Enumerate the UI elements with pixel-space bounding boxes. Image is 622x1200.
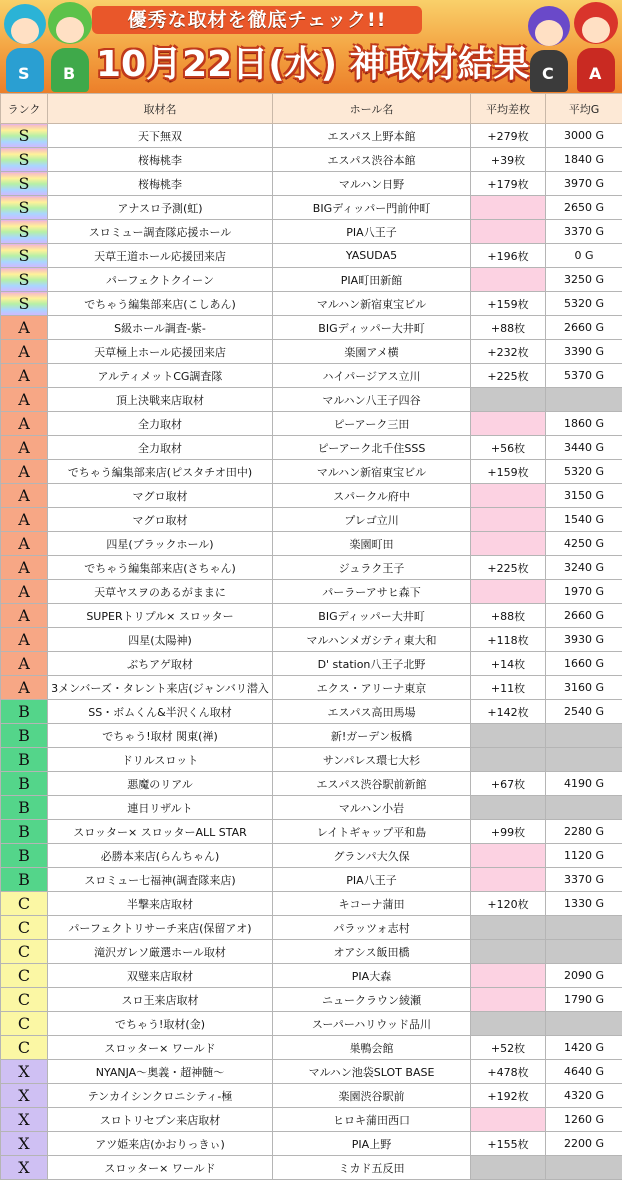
event-name-cell: マグロ取材 [48,508,273,532]
avg-diff-cell: +142枚 [471,700,546,724]
hall-name-cell: 楽園町田 [273,532,471,556]
avg-diff-cell: +179枚 [471,172,546,196]
hall-name-cell: PIA上野 [273,1132,471,1156]
rank-cell: A [1,484,48,508]
avg-games-cell: 3240 G [546,556,622,580]
table-row [1,124,622,148]
avg-diff-cell [471,508,546,532]
event-name-cell: パーフェクトリサーチ来店(保留アオ) [48,916,273,940]
avg-diff-cell: +120枚 [471,892,546,916]
avg-diff-cell: +159枚 [471,292,546,316]
event-name-cell: 天草極上ホール応援団来店 [48,340,273,364]
avg-diff-cell: +279枚 [471,124,546,148]
avg-games-cell: 1660 G [546,652,622,676]
event-name-cell: でちゃう編集部来店(こしあん) [48,292,273,316]
table-row [1,676,622,700]
rank-cell: A [1,388,48,412]
table-row [1,700,622,724]
hall-name-cell: 巣鴨会館 [273,1036,471,1060]
hall-name-cell: スーパーハリウッド品川 [273,1012,471,1036]
rank-cell: B [1,700,48,724]
table-row [1,172,622,196]
table-row [1,1036,622,1060]
hall-name-cell: スパークル府中 [273,484,471,508]
rank-cell: S [1,124,48,148]
avg-diff-cell [471,916,546,940]
page-title: 10月22日(水) 神取材結果 [96,44,530,85]
hall-name-cell: レイトギャップ平和島 [273,820,471,844]
hall-name-cell: パラッツォ志村 [273,916,471,940]
avg-games-cell: 5320 G [546,292,622,316]
event-name-cell: 頂上決戦来店取材 [48,388,273,412]
avg-games-cell: 3370 G [546,868,622,892]
rank-cell: A [1,316,48,340]
rank-cell: B [1,748,48,772]
avg-diff-cell [471,388,546,412]
rank-cell: S [1,292,48,316]
avg-diff-cell [471,796,546,820]
hall-name-cell: BIGディッパー門前仲町 [273,196,471,220]
rank-cell: B [1,724,48,748]
event-name-cell: アナスロ予測(虹) [48,196,273,220]
rank-cell: A [1,628,48,652]
character-letter: C [542,64,554,83]
rank-cell: C [1,964,48,988]
header-banner [0,0,622,93]
column-header-hall: ホール名 [273,94,471,124]
hall-name-cell: BIGディッパー大井町 [273,316,471,340]
rank-cell: B [1,796,48,820]
avg-games-cell [546,940,622,964]
table-row [1,556,622,580]
character-letter: S [18,64,30,83]
avg-diff-cell [471,964,546,988]
table-row [1,364,622,388]
event-name-cell: スロッター× スロッターALL STAR [48,820,273,844]
event-name-cell: 天下無双 [48,124,273,148]
avg-games-cell: 1120 G [546,844,622,868]
avg-games-cell: 3250 G [546,268,622,292]
avg-diff-cell [471,412,546,436]
event-name-cell: 全力取材 [48,436,273,460]
rank-cell: A [1,676,48,700]
hall-name-cell: 楽園アメ横 [273,340,471,364]
rank-cell: B [1,772,48,796]
avg-diff-cell: +225枚 [471,364,546,388]
avg-diff-cell: +99枚 [471,820,546,844]
avg-games-cell: 3160 G [546,676,622,700]
event-name-cell: 天草王道ホール応援団来店 [48,244,273,268]
hall-name-cell: マルハン新宿東宝ビル [273,460,471,484]
avg-diff-cell [471,868,546,892]
hall-name-cell: ミカド五反田 [273,1156,471,1180]
table-row [1,748,622,772]
avg-games-cell: 1420 G [546,1036,622,1060]
table-row [1,196,622,220]
table-row [1,148,622,172]
event-name-cell: 四星(ブラックホール) [48,532,273,556]
rank-cell: S [1,220,48,244]
table-row [1,412,622,436]
rank-cell: B [1,844,48,868]
avg-games-cell: 1540 G [546,508,622,532]
hall-name-cell: 新!ガーデン板橋 [273,724,471,748]
rank-cell: X [1,1084,48,1108]
avg-diff-cell: +478枚 [471,1060,546,1084]
table-row [1,892,622,916]
avg-diff-cell [471,748,546,772]
table-row [1,988,622,1012]
column-header-avg-diff: 平均差枚 [471,94,546,124]
avg-diff-cell [471,1012,546,1036]
table-header-row [1,94,622,124]
avg-games-cell: 2650 G [546,196,622,220]
hall-name-cell: ヒロキ蒲田西口 [273,1108,471,1132]
avg-games-cell: 1970 G [546,580,622,604]
avg-games-cell: 5320 G [546,460,622,484]
character-letter: B [63,64,76,83]
rank-cell: A [1,652,48,676]
event-name-cell: SS・ボムくん&半沢くん取材 [48,700,273,724]
table-row [1,244,622,268]
table-row [1,508,622,532]
hall-name-cell: D' station八王子北野 [273,652,471,676]
event-name-cell: パーフェクトクイーン [48,268,273,292]
avg-games-cell [546,388,622,412]
rank-cell: A [1,556,48,580]
avg-games-cell: 2660 G [546,604,622,628]
event-name-cell: テンカイシンクロニシティ-極 [48,1084,273,1108]
avg-games-cell: 1330 G [546,892,622,916]
hall-name-cell: ピーアーク三田 [273,412,471,436]
avg-games-cell: 3970 G [546,172,622,196]
event-name-cell: ドリルスロット [48,748,273,772]
header-subtitle: 優秀な取材を徹底チェック!! [92,6,422,34]
event-name-cell: スロトリセブン来店取材 [48,1108,273,1132]
event-name-cell: スロミュー調査隊応援ホール [48,220,273,244]
table-row [1,820,622,844]
event-name-cell: NYANJA～奥義・超神髄～ [48,1060,273,1084]
rank-cell: C [1,988,48,1012]
hall-name-cell: 楽園渋谷駅前 [273,1084,471,1108]
hall-name-cell: ジュラク王子 [273,556,471,580]
table-row [1,316,622,340]
avg-diff-cell: +88枚 [471,604,546,628]
avg-games-cell: 4190 G [546,772,622,796]
hall-name-cell: マルハン八王子四谷 [273,388,471,412]
event-name-cell: SUPERトリプル× スロッター [48,604,273,628]
event-name-cell: スロミュー七福神(調査隊来店) [48,868,273,892]
rank-cell: A [1,460,48,484]
table-row [1,724,622,748]
hall-name-cell: ハイパージアス立川 [273,364,471,388]
event-name-cell: スロッター× ワールド [48,1156,273,1180]
avg-games-cell [546,916,622,940]
avg-games-cell: 2200 G [546,1132,622,1156]
event-name-cell: でちゃう!取材(金) [48,1012,273,1036]
rank-cell: S [1,172,48,196]
table-row [1,1132,622,1156]
event-name-cell: 四星(太陽神) [48,628,273,652]
table-row [1,340,622,364]
table-row [1,268,622,292]
avg-diff-cell [471,268,546,292]
event-name-cell: でちゃう編集部来店(ピスタチオ田中) [48,460,273,484]
rank-cell: S [1,148,48,172]
avg-games-cell: 4250 G [546,532,622,556]
table-row [1,436,622,460]
event-name-cell: アツ姫来店(かおりっきぃ) [48,1132,273,1156]
hall-name-cell: パーラーアサヒ森下 [273,580,471,604]
avg-diff-cell [471,532,546,556]
rank-cell: C [1,1012,48,1036]
avg-games-cell: 1860 G [546,412,622,436]
column-header-avg-games: 平均G [546,94,622,124]
avg-games-cell: 4640 G [546,1060,622,1084]
avg-diff-cell: +196枚 [471,244,546,268]
rank-cell: X [1,1060,48,1084]
avg-games-cell [546,724,622,748]
table-row [1,220,622,244]
table-row [1,772,622,796]
rank-cell: C [1,1036,48,1060]
table-row [1,388,622,412]
event-name-cell: 天草ヤスヲのあるがままに [48,580,273,604]
rank-cell: X [1,1132,48,1156]
avg-games-cell: 2540 G [546,700,622,724]
event-name-cell: 連日リザルト [48,796,273,820]
avg-games-cell: 1260 G [546,1108,622,1132]
avg-games-cell: 2280 G [546,820,622,844]
table-row [1,796,622,820]
rank-cell: A [1,508,48,532]
hall-name-cell: プレゴ立川 [273,508,471,532]
table-row [1,532,622,556]
avg-diff-cell [471,220,546,244]
rank-cell: B [1,820,48,844]
hall-name-cell: マルハンメガシティ東大和 [273,628,471,652]
avg-games-cell: 1790 G [546,988,622,1012]
character-c-avatar [526,6,572,92]
event-name-cell: マグロ取材 [48,484,273,508]
rank-cell: S [1,196,48,220]
avg-diff-cell: +118枚 [471,628,546,652]
character-a-avatar [572,2,620,92]
avg-games-cell: 3390 G [546,340,622,364]
avg-games-cell: 0 G [546,244,622,268]
rank-cell: A [1,364,48,388]
avg-games-cell [546,1156,622,1180]
table-row [1,580,622,604]
avg-diff-cell [471,844,546,868]
hall-name-cell: YASUDA5 [273,244,471,268]
event-name-cell: 必勝本来店(らんちゃん) [48,844,273,868]
table-row [1,604,622,628]
hall-name-cell: キコーナ蒲田 [273,892,471,916]
rank-cell: X [1,1108,48,1132]
avg-diff-cell: +52枚 [471,1036,546,1060]
avg-diff-cell: +225枚 [471,556,546,580]
avg-diff-cell: +39枚 [471,148,546,172]
avg-diff-cell: +56枚 [471,436,546,460]
avg-diff-cell: +159枚 [471,460,546,484]
hall-name-cell: エクス・アリーナ東京 [273,676,471,700]
avg-games-cell: 3370 G [546,220,622,244]
event-name-cell: S級ホール調査-紫- [48,316,273,340]
avg-diff-cell [471,1156,546,1180]
hall-name-cell: PIA八王子 [273,220,471,244]
character-letter: A [589,64,602,83]
avg-games-cell: 5370 G [546,364,622,388]
hall-name-cell: ニュークラウン綾瀬 [273,988,471,1012]
rank-cell: A [1,580,48,604]
rank-cell: C [1,916,48,940]
event-name-cell: スロッター× ワールド [48,1036,273,1060]
rank-cell: X [1,1156,48,1180]
table-row [1,940,622,964]
avg-games-cell: 1840 G [546,148,622,172]
hall-name-cell: BIGディッパー大井町 [273,604,471,628]
hall-name-cell: マルハン小岩 [273,796,471,820]
hall-name-cell: マルハン新宿東宝ビル [273,292,471,316]
avg-games-cell: 3150 G [546,484,622,508]
rank-cell: S [1,244,48,268]
hall-name-cell: サンパレス環七大杉 [273,748,471,772]
avg-games-cell: 3000 G [546,124,622,148]
event-name-cell: 桜梅桃李 [48,148,273,172]
event-name-cell: 全力取材 [48,412,273,436]
event-name-cell: 半撃来店取材 [48,892,273,916]
event-name-cell: 悪魔のリアル [48,772,273,796]
rank-cell: B [1,868,48,892]
table-row [1,1012,622,1036]
event-name-cell: でちゃう編集部来店(さちゃん) [48,556,273,580]
character-b-avatar [46,2,94,92]
avg-games-cell [546,748,622,772]
table-row [1,460,622,484]
table-row [1,628,622,652]
avg-diff-cell: +155枚 [471,1132,546,1156]
event-name-cell: ぶちアゲ取材 [48,652,273,676]
avg-diff-cell [471,724,546,748]
table-row [1,916,622,940]
avg-games-cell: 3930 G [546,628,622,652]
avg-games-cell: 4320 G [546,1084,622,1108]
hall-name-cell: マルハン日野 [273,172,471,196]
table-row [1,1084,622,1108]
table-row [1,652,622,676]
avg-games-cell: 2660 G [546,316,622,340]
avg-diff-cell [471,484,546,508]
avg-diff-cell: +88枚 [471,316,546,340]
rank-cell: A [1,412,48,436]
column-header-event: 取材名 [48,94,273,124]
rank-cell: A [1,532,48,556]
avg-diff-cell: +11枚 [471,676,546,700]
hall-name-cell: エスパス高田馬場 [273,700,471,724]
hall-name-cell: マルハン池袋SLOT BASE [273,1060,471,1084]
rank-cell: C [1,892,48,916]
hall-name-cell: PIA八王子 [273,868,471,892]
avg-diff-cell: +192枚 [471,1084,546,1108]
table-row [1,292,622,316]
event-name-cell: 桜梅桃李 [48,172,273,196]
table-row [1,1108,622,1132]
table-row [1,844,622,868]
avg-diff-cell [471,580,546,604]
event-name-cell: スロ王来店取材 [48,988,273,1012]
hall-name-cell: エスパス渋谷駅前新館 [273,772,471,796]
table-row [1,1060,622,1084]
table-row [1,1156,622,1180]
rank-cell: A [1,604,48,628]
rank-cell: A [1,340,48,364]
column-header-rank: ランク [1,94,48,124]
avg-diff-cell: +67枚 [471,772,546,796]
hall-name-cell: PIA町田新館 [273,268,471,292]
avg-diff-cell: +232枚 [471,340,546,364]
hall-name-cell: エスパス上野本館 [273,124,471,148]
hall-name-cell: ピーアーク北千住SSS [273,436,471,460]
table-row [1,868,622,892]
avg-diff-cell [471,940,546,964]
event-name-cell: 3メンバーズ・タレント来店(ジャンバリ潜入 [48,676,273,700]
event-name-cell: 滝沢ガレソ厳選ホール取材 [48,940,273,964]
avg-games-cell [546,796,622,820]
hall-name-cell: オアシス飯田橋 [273,940,471,964]
hall-name-cell: エスパス渋谷本館 [273,148,471,172]
avg-games-cell [546,1012,622,1036]
avg-diff-cell [471,196,546,220]
table-row [1,964,622,988]
rank-cell: A [1,436,48,460]
hall-name-cell: PIA大森 [273,964,471,988]
avg-games-cell: 2090 G [546,964,622,988]
event-name-cell: 双璧来店取材 [48,964,273,988]
event-name-cell: でちゃう!取材 関東(禅) [48,724,273,748]
avg-games-cell: 3440 G [546,436,622,460]
avg-diff-cell: +14枚 [471,652,546,676]
hall-name-cell: グランパ大久保 [273,844,471,868]
table-row [1,484,622,508]
results-table [0,93,622,1180]
rank-cell: S [1,268,48,292]
event-name-cell: アルティメットCG調査隊 [48,364,273,388]
rank-cell: C [1,940,48,964]
avg-diff-cell [471,1108,546,1132]
avg-diff-cell [471,988,546,1012]
character-s-avatar [2,4,48,92]
